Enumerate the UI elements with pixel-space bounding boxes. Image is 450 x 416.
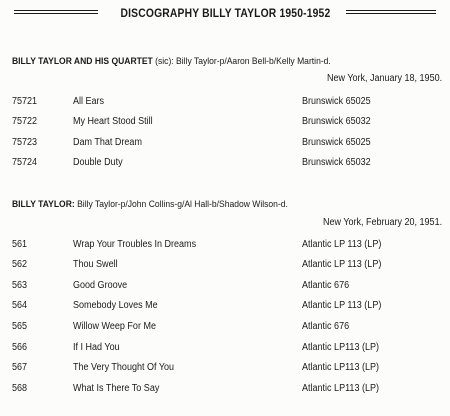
issue-label: Atlantic LP 113 (LP)	[302, 300, 382, 311]
session-2-header	[12, 199, 288, 210]
matrix-number: 566	[12, 342, 28, 353]
matrix-number: 562	[12, 259, 28, 270]
table-row	[0, 321, 450, 335]
table-row	[0, 96, 450, 110]
track-title: Good Groove	[73, 280, 128, 291]
issue-label: Atlantic 676	[302, 280, 350, 291]
matrix-number: 561	[12, 239, 28, 250]
track-title: If I Had You	[73, 342, 120, 353]
session-1-location: New York, January 18, 1950.	[327, 73, 443, 84]
header-rule-right	[346, 10, 436, 14]
table-row	[0, 239, 450, 253]
page-header	[0, 0, 450, 30]
track-title: Double Duty	[73, 157, 123, 168]
issue-label: Atlantic LP113 (LP)	[302, 362, 379, 373]
matrix-number: 75724	[12, 157, 38, 168]
track-title: My Heart Stood Still	[73, 116, 153, 127]
track-title: Willow Weep For Me	[73, 321, 156, 332]
track-title: Thou Swell	[73, 259, 118, 270]
track-title: Wrap Your Troubles In Dreams	[73, 239, 197, 250]
track-title: Dam That Dream	[73, 137, 142, 148]
table-row	[0, 342, 450, 356]
table-row	[0, 137, 450, 151]
matrix-number: 75721	[12, 96, 38, 107]
session-personnel: Billy Taylor-p/John Collins-g/Al Hall-b/Shadow Wilson-d.	[74, 199, 288, 210]
matrix-number: 568	[12, 383, 28, 394]
issue-label: Atlantic LP 113 (LP)	[302, 239, 382, 250]
issue-label: Atlantic LP 113 (LP)	[302, 259, 382, 270]
matrix-number: 75722	[12, 116, 38, 127]
session-1-header	[12, 56, 331, 67]
issue-label: Brunswick 65032	[302, 157, 371, 168]
track-title: The Very Thought Of You	[73, 362, 175, 373]
issue-label: Atlantic 676	[302, 321, 350, 332]
table-row	[0, 280, 450, 294]
track-title: What Is There To Say	[73, 383, 160, 394]
table-row	[0, 259, 450, 273]
matrix-number: 563	[12, 280, 28, 291]
track-title: All Ears	[73, 96, 105, 107]
table-row	[0, 300, 450, 314]
session-leader: BILLY TAYLOR:	[12, 199, 75, 210]
issue-label: Atlantic LP113 (LP)	[302, 342, 379, 353]
matrix-number: 75723	[12, 137, 38, 148]
issue-label: Atlantic LP113 (LP)	[302, 383, 379, 394]
table-row	[0, 116, 450, 130]
table-row	[0, 362, 450, 376]
issue-label: Brunswick 65025	[302, 96, 371, 107]
page-title: DISCOGRAPHY BILLY TAYLOR 1950-1952	[120, 6, 331, 20]
session-leader: BILLY TAYLOR AND HIS QUARTET	[12, 56, 153, 67]
issue-label: Brunswick 65025	[302, 137, 371, 148]
track-title: Somebody Loves Me	[73, 300, 158, 311]
matrix-number: 565	[12, 321, 28, 332]
issue-label: Brunswick 65032	[302, 116, 371, 127]
matrix-number: 564	[12, 300, 28, 311]
header-rule-left	[14, 10, 98, 14]
matrix-number: 567	[12, 362, 28, 373]
table-row	[0, 383, 450, 397]
table-row	[0, 157, 450, 171]
session-2-location: New York, February 20, 1951.	[323, 217, 443, 228]
session-personnel: (sic): Billy Taylor-p/Aaron Bell-b/Kelly Martin-d.	[152, 56, 331, 67]
